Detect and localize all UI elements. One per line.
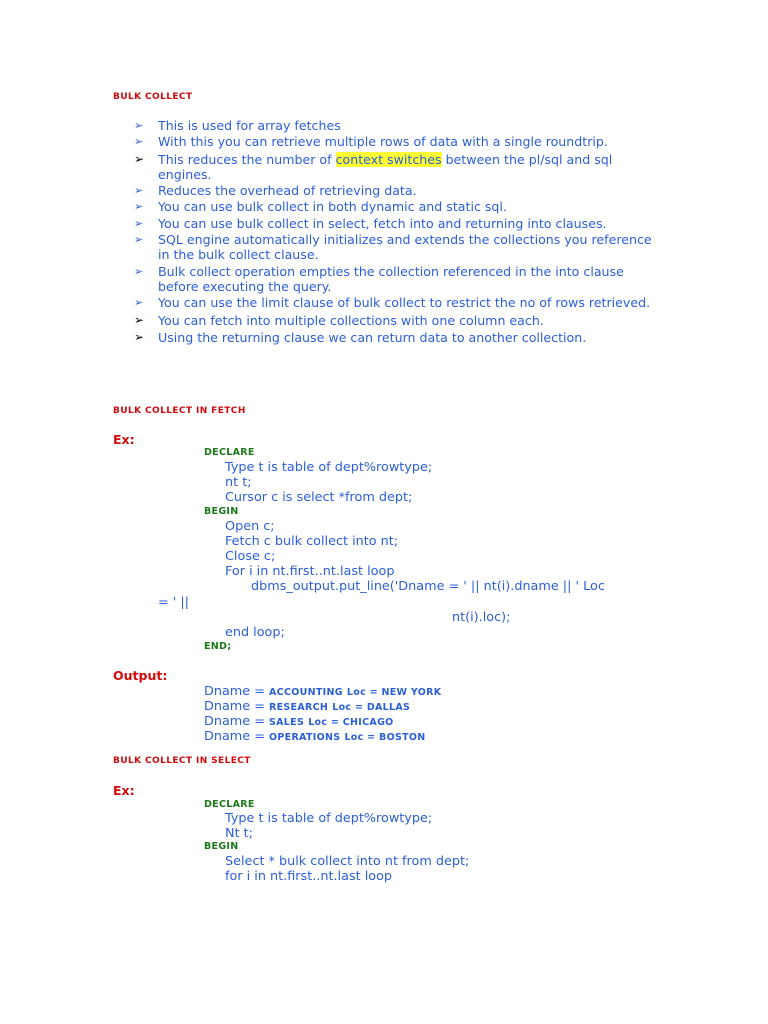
- arrow-bullet-icon: ➢: [134, 329, 145, 344]
- output-line: Dname = OPERATIONS Loc = BOSTON: [204, 729, 426, 744]
- bullet-item: ➢ You can use bulk collect in both dynamic and static sql.: [134, 199, 507, 215]
- arrow-bullet-icon: ➢: [134, 184, 144, 198]
- section-title-bulk-collect: BULK COLLECT: [113, 92, 193, 102]
- section-title-bulk-collect-in-fetch: BULK COLLECT IN FETCH: [113, 406, 246, 416]
- output-label: Output:: [113, 668, 168, 683]
- end-keyword: END;: [204, 641, 232, 652]
- bullet-item: ➢ Using the returning clause we can return data to another collection.: [134, 329, 587, 345]
- output-line: Dname = ACCOUNTING Loc = NEW YORK: [204, 684, 442, 699]
- code-line: = ' ||: [158, 595, 189, 610]
- declare-keyword: DECLARE: [204, 799, 255, 810]
- bullet-item: ➢ Bulk collect operation empties the collection referenced in the into clause before executing the query.: [134, 263, 624, 294]
- bullet-item: ➢ You can use the limit clause of bulk collect to restrict the no of rows retrieved.: [134, 295, 651, 311]
- code-line: For i in nt.first..nt.last loop: [225, 564, 395, 579]
- bullet-item: ➢ You can use bulk collect in select, fetch into and returning into clauses.: [134, 215, 607, 231]
- arrow-bullet-icon: ➢: [134, 233, 144, 247]
- code-line: nt(i).loc);: [452, 610, 511, 625]
- arrow-bullet-icon: ➢: [134, 312, 145, 327]
- arrow-bullet-icon: ➢: [134, 151, 145, 166]
- arrow-bullet-icon: ➢: [134, 264, 144, 278]
- output-line: Dname = SALES Loc = CHICAGO: [204, 714, 394, 729]
- example-label: Ex:: [113, 783, 135, 798]
- begin-keyword: BEGIN: [204, 841, 239, 852]
- code-line: dbms_output.put_line('Dname = ' || nt(i).dname || ' Loc: [251, 579, 605, 594]
- code-line: Select * bulk collect into nt from dept;: [225, 854, 470, 869]
- arrow-bullet-icon: ➢: [134, 200, 144, 214]
- begin-keyword: BEGIN: [204, 506, 239, 517]
- declare-keyword: DECLARE: [204, 447, 255, 458]
- code-line: for i in nt.first..nt.last loop: [225, 869, 393, 884]
- bullet-item: ➢ SQL engine automatically initializes and extends the collections you reference in the bulk collect clause.: [134, 232, 652, 263]
- example-label: Ex:: [113, 432, 135, 447]
- output-line: Dname = RESEARCH Loc = DALLAS: [204, 699, 411, 714]
- section-title-bulk-collect-in-select: BULK COLLECT IN SELECT: [113, 756, 251, 766]
- code-line: nt t;: [225, 475, 252, 490]
- code-line: Nt t;: [225, 826, 253, 841]
- arrow-bullet-icon: ➢: [134, 135, 144, 149]
- code-line: Cursor c is select *from dept;: [225, 490, 413, 505]
- arrow-bullet-icon: ➢: [134, 216, 144, 230]
- bullet-item: ➢ Reduces the overhead of retrieving data.: [134, 183, 417, 199]
- bullet-item: ➢ This is used for array fetches: [134, 118, 341, 133]
- bullet-list: [134, 118, 654, 346]
- code-line: end loop;: [225, 625, 285, 640]
- arrow-bullet-icon: ➢: [134, 296, 144, 310]
- highlighted-text: context switches: [335, 151, 442, 167]
- code-line: Close c;: [225, 549, 276, 564]
- code-line: Type t is table of dept%rowtype;: [225, 460, 433, 475]
- bullet-item: ➢ With this you can retrieve multiple rows of data with a single roundtrip.: [134, 134, 608, 150]
- code-line: Open c;: [225, 519, 275, 534]
- code-line: Fetch c bulk collect into nt;: [225, 534, 399, 549]
- code-line: Type t is table of dept%rowtype;: [225, 811, 433, 826]
- bullet-item: ➢ You can fetch into multiple collections with one column each.: [134, 312, 544, 328]
- bullet-item: ➢ This reduces the number of context switches between the pl/sql and sql engines.: [134, 151, 613, 182]
- arrow-bullet-icon: ➢: [134, 119, 144, 132]
